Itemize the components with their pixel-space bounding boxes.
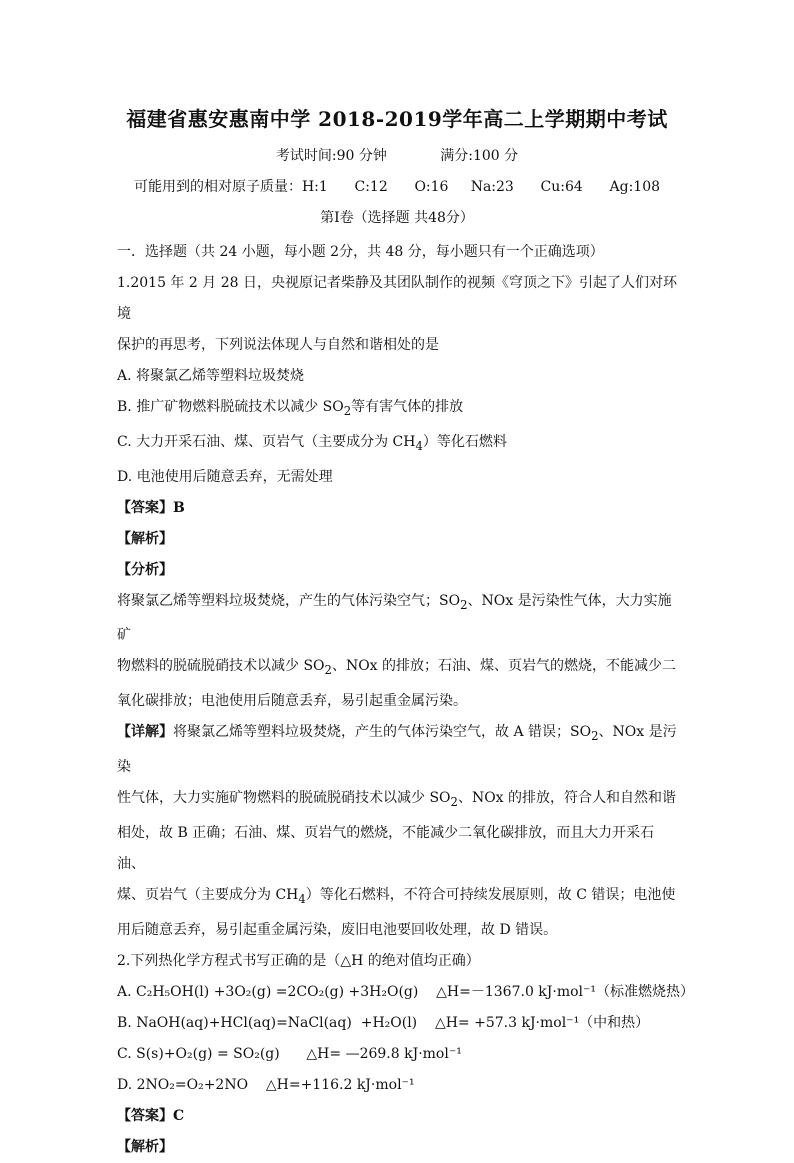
question-1-detail-line-4 [117,880,677,915]
detail-text: 将聚氯乙烯等塑料垃圾焚烧，产生的气体污染空气，故 A 错误；SO [173,724,592,741]
question-2-answer: 【答案】C [117,1107,185,1124]
question-2-option-b: B. NaOH(aq)+HCl(aq)=NaCl(aq) +H₂O(l) △H= +57.3 kJ·mol⁻¹（中和热） [117,1014,650,1031]
detail-label: 【详解】 [117,724,173,741]
volume-heading: 第Ⅰ卷（选择题 共48分） [320,210,474,226]
question-1-option-a: A. 将聚氯乙烯等塑料垃圾焚烧 [117,368,305,384]
question-1-option-b [117,392,677,427]
fenxi-text: 、NOx 是污染性气体，大力实施矿 [117,592,672,644]
subscript: 4 [298,891,306,906]
detail-text: ）等化石燃料，不符合可持续发展原则，故 C 错误；电池使 [305,886,676,903]
question-1-detail-line-3: 相处，故 B 正确；石油、煤、页岩气的燃烧，不能减少二氧化碳排放，而且大力开采石油、 [117,824,655,872]
question-1-stem-line-1: 1.2015 年 2 月 28 日，央视原记者柴静及其团队制作的视频《穹顶之下》引起了人们对环境 [117,275,677,322]
question-1-answer: 【答案】B [117,499,185,516]
question-2-analysis-label: 【解析】 [117,1138,173,1155]
fenxi-text: 物燃料的脱硫脱硝技术以减少 SO [117,658,325,675]
exam-info: 考试时间:90 分钟 满分:100 分 [275,148,519,164]
subscript: 2 [324,663,332,678]
detail-text: 、NOx 的排放，符合人和自然和谐 [457,789,677,806]
fenxi-text: 、NOx 的排放；石油、煤、页岩气的燃烧，不能减少二 [331,658,677,675]
question-1-detail-line-2 [117,783,677,818]
question-1-detail-line-5: 用后随意丢弃，易引起重金属污染，废旧电池要回收处理，故 D 错误。 [117,921,558,938]
question-1-fenxi-line-3: 氧化碳排放；电池使用后随意丢弃，易引起重金属污染。 [117,693,467,710]
question-1-option-d: D. 电池使用后随意丢弃，无需处理 [117,468,333,485]
question-1-fenxi-line-2 [117,651,677,686]
fenxi-text: 将聚氯乙烯等塑料垃圾焚烧，产生的气体污染空气；SO [117,592,461,609]
atomic-masses: 可能用到的相对原子质量：H:1 C:12 O:16 Na:23 Cu:64 Ag:108 [133,179,661,195]
option-c-text-end: ）等化石燃料 [422,433,507,450]
question-2-option-c: C. S(s)+O₂(g) = SO₂(g) △H= —269.8 kJ·mol⁻¹ [117,1045,462,1062]
subscript: 2 [450,794,458,809]
subscript: 2 [460,597,468,612]
subscript: 2 [343,403,352,418]
question-1-option-c [117,427,677,462]
question-1-stem-line-2: 保护的再思考，下列说法体现人与自然和谐相处的是 [117,337,439,353]
detail-text: 煤、页岩气（主要成分为 CH [117,886,299,903]
subscript: 2 [591,728,599,743]
option-c-text: C. 大力开采石油、煤、页岩气（主要成分为 CH [117,433,416,450]
option-b-text-end: 等有害气体的排放 [351,399,464,415]
detail-text: 、NOx 是污染 [117,724,677,775]
document-title: 福建省惠安惠南中学 2018-2019学年高二上学期期中考试 [126,107,668,131]
detail-text: 性气体，大力实施矿物燃料的脱硫脱硝技术以减少 SO [117,789,451,806]
subscript: 4 [415,438,423,453]
question-2-stem: 2.下列热化学方程式书写正确的是（△H 的绝对值均正确） [117,952,480,969]
question-1-fenxi-line-1 [117,586,677,652]
question-1-fenxi-label: 【分析】 [117,561,173,578]
question-2-option-d: D. 2NO₂=O₂+2NO △H=+116.2 kJ·mol⁻¹ [117,1076,415,1093]
question-1-detail-line-1 [117,717,677,783]
section-heading: 一．选择题（共 24 小题，每小题 2分，共 48 分，每小题只有一个正确选项） [117,244,604,260]
question-1-analysis-label: 【解析】 [117,530,173,547]
document-body [117,237,695,1163]
question-2-option-a: A. C₂H₅OH(l) +3O₂(g) =2CO₂(g) +3H₂O(g) △H=－1367.0 kJ·mol⁻¹（标准燃烧热） [117,983,695,1000]
option-b-text: B. 推广矿物燃料脱硫技术以减少 SO [117,399,344,415]
